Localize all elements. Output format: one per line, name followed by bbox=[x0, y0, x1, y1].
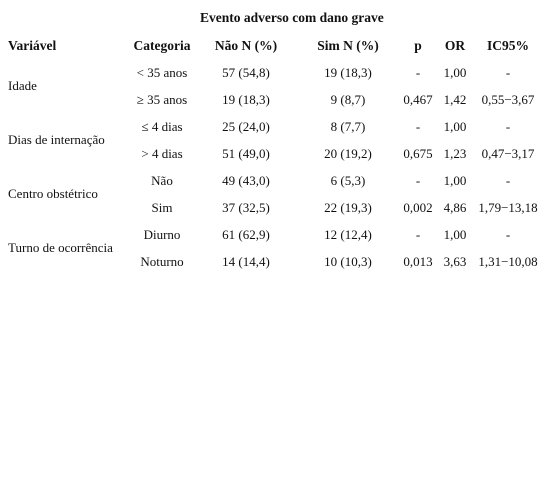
or-cell: 1,00 bbox=[443, 119, 467, 134]
nao-cell: 49 (43,0) bbox=[222, 173, 270, 188]
nao-cell: 14 (14,4) bbox=[222, 254, 270, 269]
sim-cell: 9 (8,7) bbox=[330, 92, 366, 107]
ic-cell: 0,55−3,67 bbox=[481, 92, 535, 107]
p-cell: 0,675 bbox=[403, 146, 433, 161]
category-cell: ≤ 4 dias bbox=[141, 119, 183, 134]
sim-cell: 12 (12,4) bbox=[324, 227, 372, 242]
or-cell: 4,86 bbox=[443, 200, 467, 215]
nao-cell: 37 (32,5) bbox=[222, 200, 270, 215]
header-variavel: Variável bbox=[8, 38, 57, 53]
category-cell: Não bbox=[151, 173, 173, 188]
category-cell: < 35 anos bbox=[136, 65, 188, 80]
variable-label: Turno de ocorrência bbox=[8, 240, 113, 255]
p-cell: - bbox=[415, 119, 421, 134]
category-cell: Diurno bbox=[143, 227, 181, 242]
ic-cell: 1,79−13,18 bbox=[478, 200, 538, 215]
or-cell: 1,23 bbox=[443, 146, 467, 161]
category-cell: Noturno bbox=[140, 254, 184, 269]
table-caption: Evento adverso com dano grave bbox=[200, 10, 384, 25]
or-cell: 1,00 bbox=[443, 65, 467, 80]
ic-cell: 0,47−3,17 bbox=[481, 146, 535, 161]
sim-cell: 19 (18,3) bbox=[324, 65, 372, 80]
nao-cell: 51 (49,0) bbox=[222, 146, 270, 161]
ic-cell: - bbox=[505, 227, 511, 242]
variable-label: Idade bbox=[8, 78, 37, 93]
or-cell: 3,63 bbox=[443, 254, 467, 269]
p-cell: 0,013 bbox=[403, 254, 433, 269]
or-cell: 1,00 bbox=[443, 227, 467, 242]
category-cell: Sim bbox=[151, 200, 173, 215]
sim-cell: 8 (7,7) bbox=[330, 119, 366, 134]
p-cell: 0,002 bbox=[403, 200, 433, 215]
sim-cell: 6 (5,3) bbox=[330, 173, 366, 188]
category-cell: > 4 dias bbox=[141, 146, 183, 161]
or-cell: 1,00 bbox=[443, 173, 467, 188]
sim-cell: 10 (10,3) bbox=[324, 254, 372, 269]
ic-cell: - bbox=[505, 65, 511, 80]
p-cell: - bbox=[415, 227, 421, 242]
p-cell: 0,467 bbox=[403, 92, 433, 107]
header-sim: Sim N (%) bbox=[317, 38, 379, 53]
sim-cell: 20 (19,2) bbox=[324, 146, 372, 161]
category-cell: ≥ 35 anos bbox=[136, 92, 188, 107]
nao-cell: 25 (24,0) bbox=[222, 119, 270, 134]
header-nao: Não N (%) bbox=[214, 38, 278, 53]
header-ic95: IC95% bbox=[486, 38, 530, 53]
nao-cell: 57 (54,8) bbox=[222, 65, 270, 80]
p-cell: - bbox=[415, 65, 421, 80]
header-or: OR bbox=[444, 38, 466, 53]
nao-cell: 61 (62,9) bbox=[222, 227, 270, 242]
ic-cell: - bbox=[505, 119, 511, 134]
header-p: p bbox=[414, 38, 422, 53]
nao-cell: 19 (18,3) bbox=[222, 92, 270, 107]
sim-cell: 22 (19,3) bbox=[324, 200, 372, 215]
p-cell: - bbox=[415, 173, 421, 188]
variable-label: Dias de internação bbox=[8, 132, 105, 147]
ic-cell: - bbox=[505, 173, 511, 188]
ic-cell: 1,31−10,08 bbox=[478, 254, 538, 269]
variable-label: Centro obstétrico bbox=[8, 186, 98, 201]
header-categoria: Categoria bbox=[133, 38, 191, 53]
or-cell: 1,42 bbox=[443, 92, 467, 107]
